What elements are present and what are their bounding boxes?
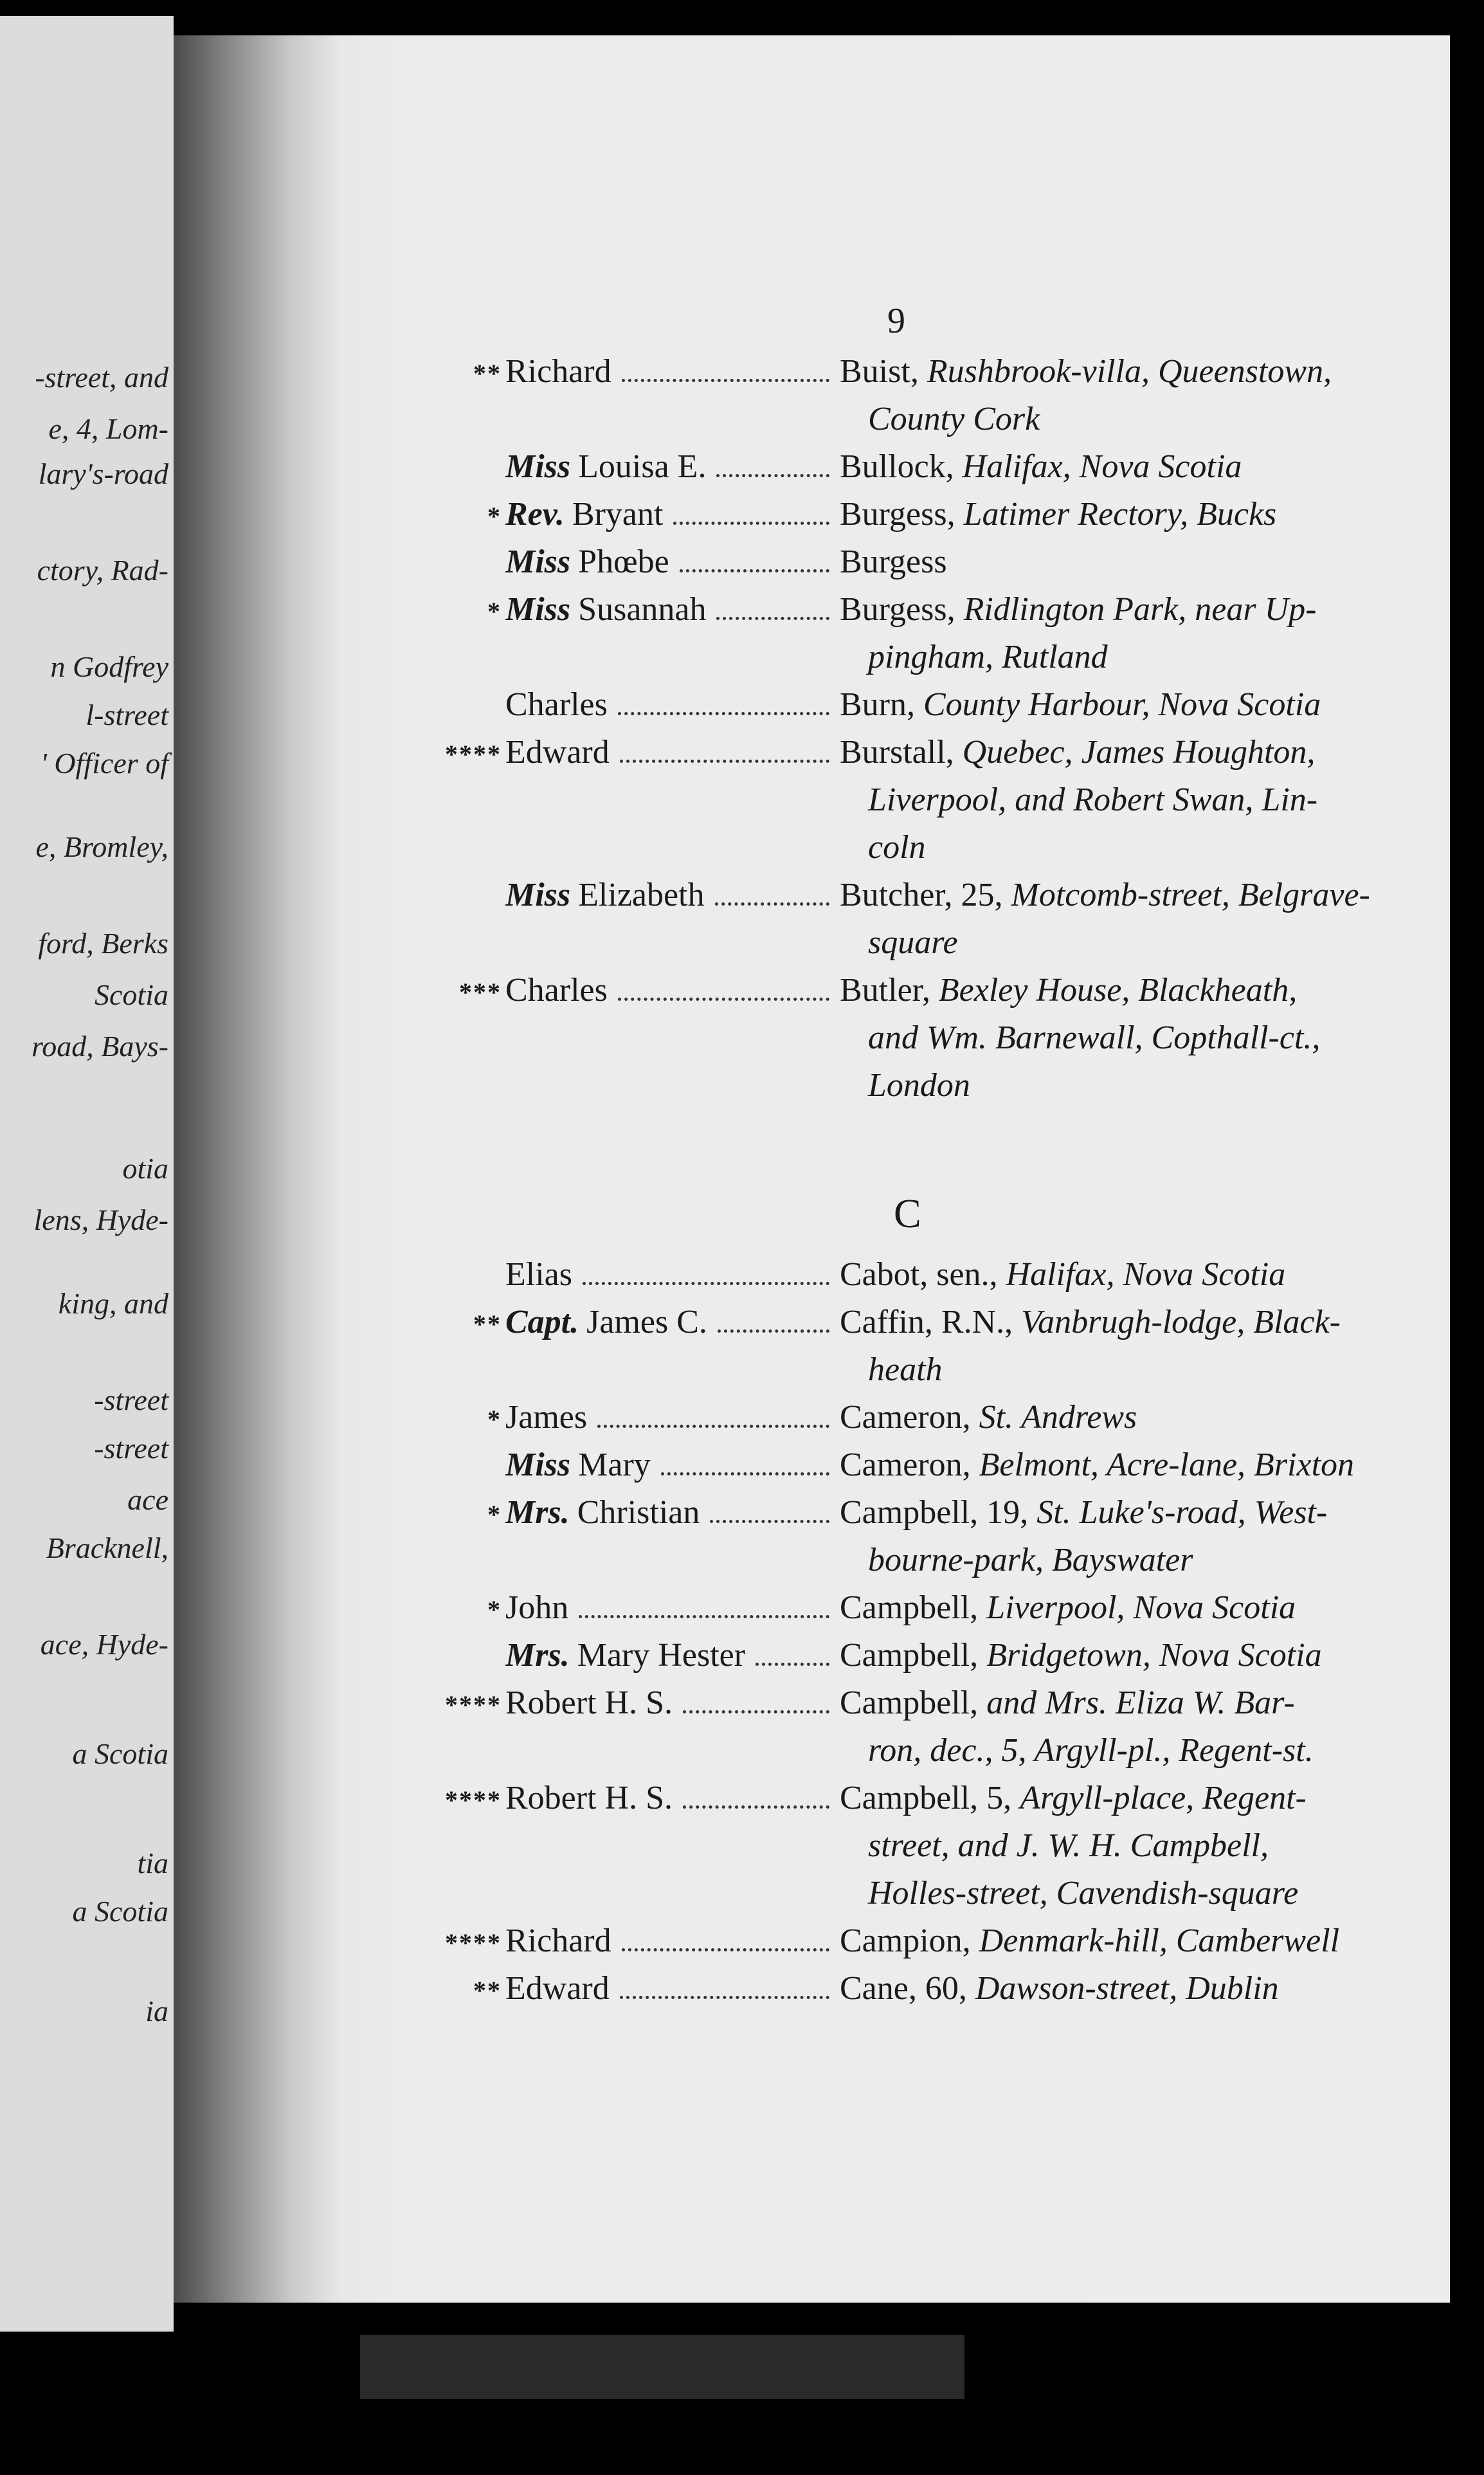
leader-dots bbox=[597, 1425, 829, 1428]
entry-row bbox=[418, 1684, 1395, 1731]
entry-given-name-group bbox=[505, 1684, 840, 1722]
entry-row bbox=[418, 1779, 1395, 1827]
scan-edge bbox=[360, 2335, 964, 2399]
entry-surname-address bbox=[840, 590, 1395, 628]
entry-surname-address bbox=[840, 1589, 1395, 1627]
entry-surname-address bbox=[840, 1969, 1395, 2007]
entry-given-name: Richard bbox=[505, 353, 611, 390]
entry-given-name-group bbox=[505, 1398, 840, 1436]
entry bbox=[418, 1636, 1395, 1684]
leader-dots bbox=[620, 760, 829, 763]
entry-given-name: Elizabeth bbox=[578, 877, 705, 913]
entry-given-name: Susannah bbox=[578, 591, 707, 628]
entry-surname: Burgess bbox=[840, 543, 947, 580]
entry-address: Bexley House, Blackheath, bbox=[938, 972, 1298, 1009]
entry-row bbox=[418, 1589, 1395, 1636]
page-number: 9 bbox=[887, 301, 905, 341]
leader-dots bbox=[618, 712, 829, 715]
entry-row bbox=[418, 590, 1395, 638]
entry-row bbox=[418, 1303, 1395, 1351]
entry-surname-address bbox=[840, 733, 1395, 771]
entry-stars: **** bbox=[445, 740, 502, 769]
entry-stars: **** bbox=[445, 1785, 502, 1814]
entry-stars: * bbox=[487, 597, 502, 626]
entry-address-continuation: coln bbox=[868, 829, 926, 866]
facing-page-text: tia bbox=[137, 1847, 168, 1879]
entry-address-continuation: bourne-park, Bayswater bbox=[868, 1542, 1193, 1578]
entry-row bbox=[418, 686, 1395, 733]
leader-dots bbox=[583, 1282, 829, 1285]
entry-title: Miss bbox=[505, 543, 571, 580]
entry-surname: Campbell, 19, bbox=[840, 1494, 1029, 1531]
entry-surname: Butler, bbox=[840, 972, 930, 1009]
entry-given-name-group bbox=[505, 1969, 840, 2007]
entry-given-name-group bbox=[505, 1303, 840, 1341]
entry-row bbox=[418, 733, 1395, 781]
leader-dots bbox=[718, 1329, 829, 1333]
entry-given-name: Louisa E. bbox=[578, 448, 707, 485]
entry-address-continuation: Holles-street, Cavendish-square bbox=[868, 1875, 1299, 1912]
entry-given-name-group bbox=[505, 876, 840, 914]
facing-page-text: Bracknell, bbox=[46, 1531, 168, 1564]
entry bbox=[418, 1969, 1395, 2017]
entry-address: Dawson-street, Dublin bbox=[975, 1970, 1279, 2007]
entry bbox=[418, 448, 1395, 495]
entry-surname: Butcher, 25, bbox=[840, 877, 1003, 913]
entry-given-name-group bbox=[505, 1922, 840, 1960]
entry-address-continuation: and Wm. Barnewall, Copthall-ct., bbox=[868, 1019, 1321, 1056]
section-letter: C bbox=[894, 1191, 921, 1236]
entry-surname-address bbox=[840, 1636, 1395, 1674]
facing-page-text: ford, Berks bbox=[38, 927, 168, 960]
entry-surname: Campbell, bbox=[840, 1589, 979, 1626]
entry-address: St. Andrews bbox=[979, 1399, 1137, 1436]
leader-dots bbox=[715, 902, 829, 906]
entry bbox=[418, 1684, 1395, 1779]
entry-surname: Burgess, bbox=[840, 496, 955, 533]
entry bbox=[418, 1922, 1395, 1969]
leader-dots bbox=[622, 1948, 829, 1951]
entry-surname-address bbox=[840, 1922, 1395, 1960]
facing-page-text: l-street bbox=[86, 699, 168, 731]
entry-given-name: Elias bbox=[505, 1256, 572, 1293]
entry-given-name-group bbox=[505, 1493, 840, 1531]
facing-page-text: e, 4, Lom- bbox=[48, 412, 168, 445]
entry-surname: Campbell, bbox=[840, 1637, 979, 1674]
leader-dots bbox=[661, 1472, 829, 1475]
entry-stars: **** bbox=[445, 1690, 502, 1719]
facing-page-text: e, Bromley, bbox=[35, 830, 168, 863]
entry-title: Rev. bbox=[505, 496, 565, 533]
entry-address: Belmont, Acre-lane, Brixton bbox=[979, 1447, 1355, 1483]
entry-address-continuation: Liverpool, and Robert Swan, Lin- bbox=[868, 781, 1318, 818]
leader-dots bbox=[716, 617, 829, 620]
entry-given-name-group bbox=[505, 1589, 840, 1627]
entry-given-name: Mary bbox=[578, 1447, 651, 1483]
entry-given-name-group bbox=[505, 1779, 840, 1817]
facing-page-text: -street bbox=[94, 1384, 168, 1416]
entry bbox=[418, 876, 1395, 971]
entry-given-name: Mary Hester bbox=[577, 1637, 746, 1674]
entry-address: Halifax, Nova Scotia bbox=[1006, 1256, 1286, 1293]
entry-surname-address bbox=[840, 495, 1395, 533]
entry-given-name-group bbox=[505, 686, 840, 724]
entry-surname-address bbox=[840, 1779, 1395, 1817]
entry-surname-address bbox=[840, 686, 1395, 724]
entry-given-name-group bbox=[505, 352, 840, 390]
leader-dots bbox=[620, 1996, 829, 1999]
entry-address-continuation: square bbox=[868, 924, 958, 961]
facing-page-text: king, and bbox=[58, 1287, 168, 1320]
entry-stars: **** bbox=[445, 1928, 502, 1957]
facing-page-text: -street bbox=[94, 1432, 168, 1465]
leader-dots bbox=[673, 522, 829, 525]
entry-surname-address bbox=[840, 1256, 1395, 1293]
entry-row bbox=[418, 1398, 1395, 1446]
entry-given-name-group bbox=[505, 1256, 840, 1293]
entry-surname-address bbox=[840, 448, 1395, 486]
entry-surname: Buist, bbox=[840, 353, 919, 390]
entry-given-name-group bbox=[505, 733, 840, 771]
entry-title: Miss bbox=[505, 1447, 571, 1483]
entry-address: Liverpool, Nova Scotia bbox=[986, 1589, 1296, 1626]
entry-surname-address bbox=[840, 971, 1395, 1009]
entry-row bbox=[418, 543, 1395, 590]
entry-address: County Harbour, Nova Scotia bbox=[923, 686, 1321, 723]
entry-surname-address bbox=[840, 1303, 1395, 1341]
facing-page-text: road, Bays- bbox=[32, 1030, 168, 1063]
entry bbox=[418, 1398, 1395, 1446]
entry-given-name: John bbox=[505, 1589, 569, 1626]
entry-address-continuation: heath bbox=[868, 1351, 943, 1388]
entry bbox=[418, 1303, 1395, 1398]
entry bbox=[418, 733, 1395, 876]
entry-stars: * bbox=[487, 1405, 502, 1434]
entry-surname-address bbox=[840, 1398, 1395, 1436]
facing-page-text: lary's-road bbox=[38, 457, 168, 490]
facing-page-text: lens, Hyde- bbox=[33, 1203, 168, 1236]
facing-page-text: a Scotia bbox=[72, 1737, 168, 1770]
entry-address: Bridgetown, Nova Scotia bbox=[986, 1637, 1322, 1674]
entry-address: Denmark-hill, Camberwell bbox=[979, 1922, 1340, 1959]
entry bbox=[418, 971, 1395, 1114]
entry-row bbox=[418, 448, 1395, 495]
entry-row bbox=[418, 1636, 1395, 1684]
entry-title: Miss bbox=[505, 877, 571, 913]
entry-stars: * bbox=[487, 502, 502, 531]
entry-given-name: Phœbe bbox=[578, 543, 669, 580]
leader-dots bbox=[579, 1615, 829, 1618]
entry-given-name: Edward bbox=[505, 734, 610, 771]
leader-dots bbox=[710, 1520, 829, 1523]
entry-given-name-group bbox=[505, 590, 840, 628]
entry-address: Halifax, Nova Scotia bbox=[962, 448, 1242, 485]
entry-surname: Cameron, bbox=[840, 1447, 971, 1483]
entry-address-continuation: London bbox=[868, 1067, 970, 1104]
entry-title: Mrs. bbox=[505, 1494, 570, 1531]
entry-address: St. Luke's-road, West- bbox=[1036, 1494, 1328, 1531]
entry-stars: * bbox=[487, 1500, 502, 1529]
entry-row bbox=[418, 1493, 1395, 1541]
entry-surname-address bbox=[840, 352, 1395, 390]
entry-address: Motcomb-street, Belgrave- bbox=[1011, 877, 1370, 913]
entry-address: Rushbrook-villa, Queenstown, bbox=[927, 353, 1332, 390]
entry-given-name-group bbox=[505, 1636, 840, 1674]
entry-given-name-group bbox=[505, 971, 840, 1009]
facing-page-text: ' Officer of bbox=[41, 747, 168, 780]
book-page bbox=[174, 35, 1450, 2303]
entry-address: Latimer Rectory, Bucks bbox=[963, 496, 1277, 533]
entry-surname: Bullock, bbox=[840, 448, 954, 485]
entry bbox=[418, 590, 1395, 686]
entry-surname: Campbell, bbox=[840, 1685, 979, 1721]
entry-title: Mrs. bbox=[505, 1637, 570, 1674]
entry-given-name: James bbox=[505, 1399, 588, 1436]
entry-address-continuation: County Cork bbox=[868, 401, 1040, 437]
entry-row bbox=[418, 971, 1395, 1019]
entry-given-name: Robert H. S. bbox=[505, 1685, 673, 1721]
entry bbox=[418, 1589, 1395, 1636]
entry-surname: Cameron, bbox=[840, 1399, 971, 1436]
entry bbox=[418, 1446, 1395, 1493]
entry-row bbox=[418, 1446, 1395, 1493]
entry-given-name-group bbox=[505, 495, 840, 533]
leader-dots bbox=[756, 1663, 829, 1666]
facing-page-text: -street, and bbox=[35, 361, 168, 394]
entry bbox=[418, 543, 1395, 590]
entry-given-name-group bbox=[505, 448, 840, 486]
entry-surname-address bbox=[840, 543, 1395, 581]
entry-surname: Cane, 60, bbox=[840, 1970, 967, 2007]
entry-surname: Burgess, bbox=[840, 591, 955, 628]
entry bbox=[418, 352, 1395, 448]
leader-dots bbox=[618, 998, 829, 1001]
entry-row bbox=[418, 495, 1395, 543]
entry-address-continuation: street, and J. W. H. Campbell, bbox=[868, 1827, 1269, 1864]
facing-page-text: Scotia bbox=[95, 978, 168, 1011]
entry-given-name-group bbox=[505, 543, 840, 581]
entry-row bbox=[418, 352, 1395, 400]
entry bbox=[418, 495, 1395, 543]
entry-address: Vanbrugh-lodge, Black- bbox=[1021, 1304, 1341, 1340]
facing-page-text: n Godfrey bbox=[50, 650, 168, 683]
entry-row bbox=[418, 1922, 1395, 1969]
entry-title: Miss bbox=[505, 448, 571, 485]
entry-row bbox=[418, 1256, 1395, 1303]
facing-page-text: ctory, Rad- bbox=[37, 554, 168, 587]
entry-address-continuation: pingham, Rutland bbox=[868, 639, 1108, 675]
leader-dots bbox=[622, 379, 829, 382]
leader-dots bbox=[683, 1710, 829, 1713]
entry-given-name: Richard bbox=[505, 1922, 611, 1959]
entry-surname-address bbox=[840, 1684, 1395, 1722]
entry-address: Ridlington Park, near Up- bbox=[963, 591, 1317, 628]
entry-title: Miss bbox=[505, 591, 571, 628]
facing-page-text: ia bbox=[145, 1995, 168, 2027]
entry-surname-address bbox=[840, 876, 1395, 914]
facing-page-text: a Scotia bbox=[72, 1895, 168, 1928]
entry-stars: ** bbox=[473, 1976, 502, 2005]
entry-surname: Burstall, bbox=[840, 734, 954, 771]
entry bbox=[418, 1256, 1395, 1303]
entry-given-name: Edward bbox=[505, 1970, 610, 2007]
entry-stars: ** bbox=[473, 359, 502, 388]
entry-given-name-group bbox=[505, 1446, 840, 1484]
leader-dots bbox=[683, 1805, 829, 1809]
entry-address: and Mrs. Eliza W. Bar- bbox=[986, 1685, 1295, 1721]
facing-page-text: ace, Hyde- bbox=[40, 1628, 168, 1661]
entry-given-name: Charles bbox=[505, 972, 608, 1009]
entry bbox=[418, 1779, 1395, 1922]
entry-title: Capt. bbox=[505, 1304, 579, 1340]
entry-surname: Campbell, 5, bbox=[840, 1780, 1012, 1816]
entry-given-name: James C. bbox=[586, 1304, 707, 1340]
leader-dots bbox=[680, 569, 829, 572]
facing-page-text: ace bbox=[127, 1483, 168, 1516]
facing-page-fragment bbox=[0, 16, 174, 2332]
entry-address-continuation: ron, dec., 5, Argyll-pl., Regent-st. bbox=[868, 1732, 1314, 1769]
entry-surname-address bbox=[840, 1446, 1395, 1484]
entry-stars: * bbox=[487, 1595, 502, 1624]
entry-given-name: Christian bbox=[577, 1494, 700, 1531]
entry-given-name: Robert H. S. bbox=[505, 1780, 673, 1816]
entry-row bbox=[418, 876, 1395, 924]
entry-stars: ** bbox=[473, 1310, 502, 1338]
entry-surname: Caffin, R.N., bbox=[840, 1304, 1013, 1340]
entry bbox=[418, 1493, 1395, 1589]
entry-surname: Burn, bbox=[840, 686, 915, 723]
entry-address: Quebec, James Houghton, bbox=[962, 734, 1316, 771]
facing-page-text: otia bbox=[122, 1152, 168, 1185]
entry-stars: *** bbox=[459, 978, 502, 1007]
entry-given-name: Charles bbox=[505, 686, 608, 723]
entry-address: Argyll-place, Regent- bbox=[1020, 1780, 1307, 1816]
entry-surname-address bbox=[840, 1493, 1395, 1531]
entry-surname: Campion, bbox=[840, 1922, 971, 1959]
entry-given-name: Bryant bbox=[572, 496, 664, 533]
entry bbox=[418, 686, 1395, 733]
leader-dots bbox=[716, 474, 829, 477]
entry-surname: Cabot, sen., bbox=[840, 1256, 998, 1293]
entry-row bbox=[418, 1969, 1395, 2017]
